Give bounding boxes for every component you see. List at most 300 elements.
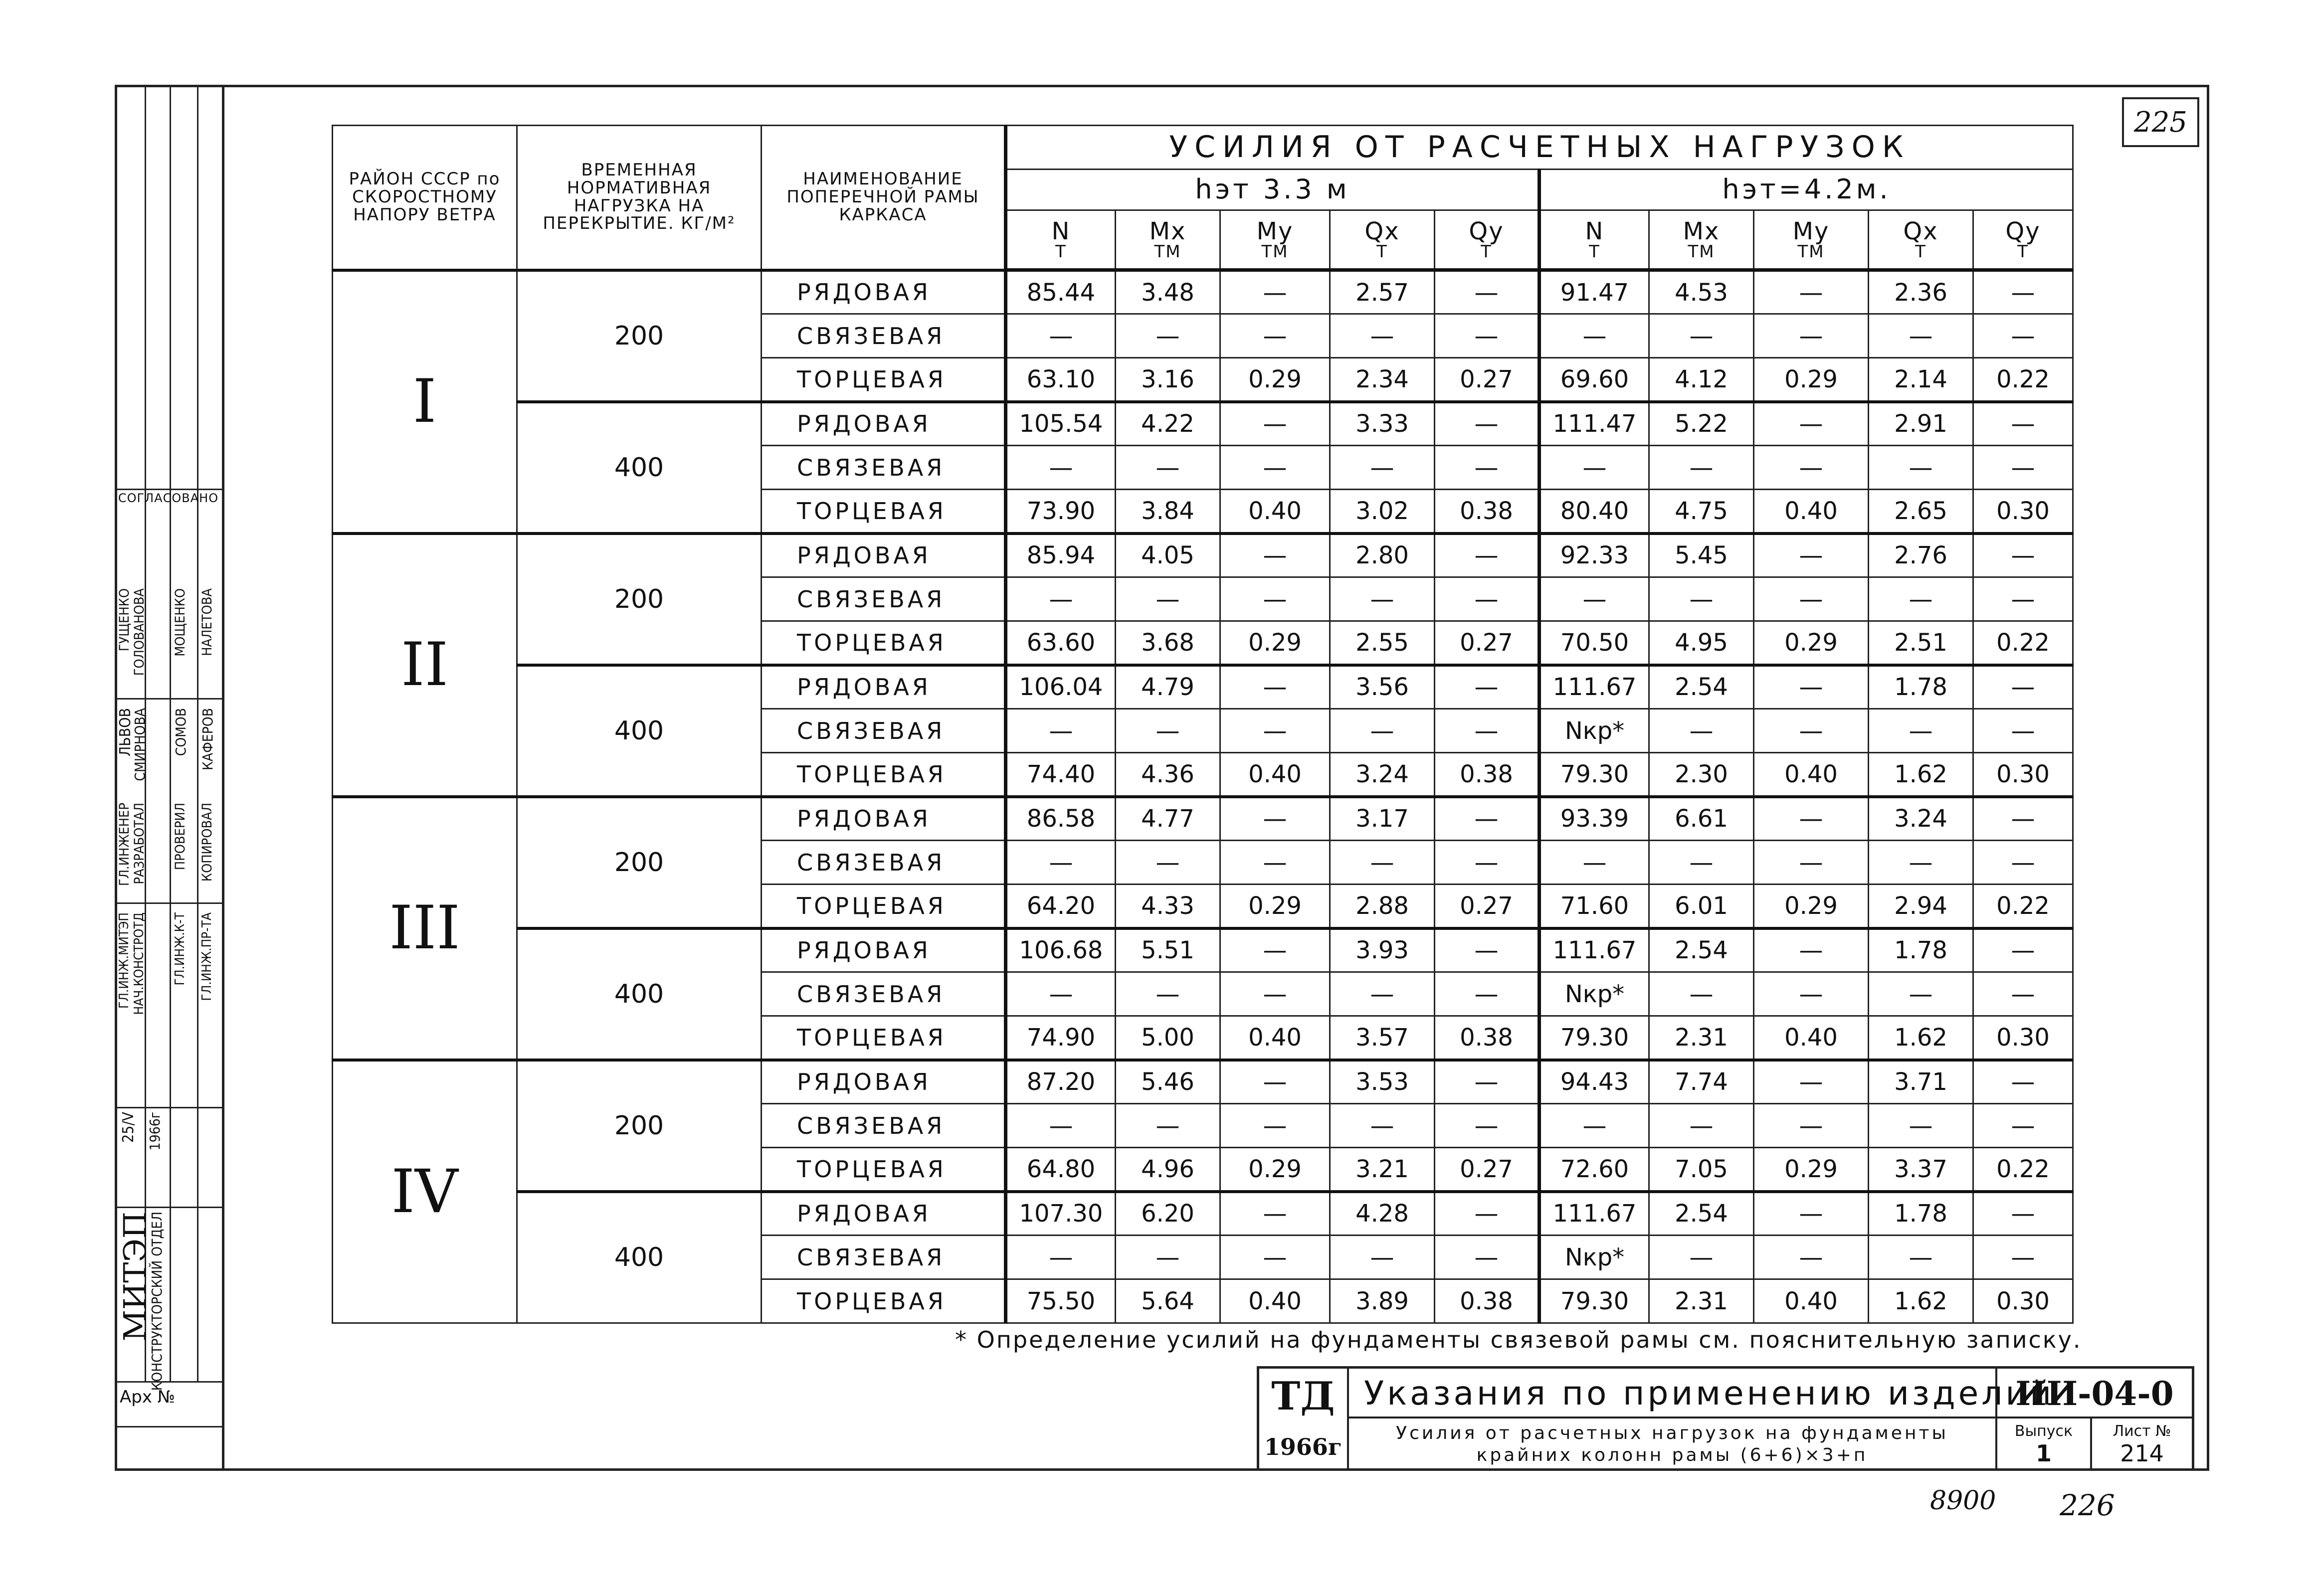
frame-cell: СВЯЗЕВАЯ <box>762 577 1006 621</box>
value-cell: — <box>1649 577 1754 621</box>
load-cell: 400 <box>517 1192 762 1323</box>
value-cell: 63.10 <box>1006 358 1116 402</box>
region-cell: III <box>333 797 517 1060</box>
value-cell: 0.40 <box>1754 1279 1869 1323</box>
value-cell: — <box>1869 972 1973 1016</box>
value-cell: Nкр* <box>1539 1236 1649 1279</box>
stamp-name: ГОЛОВАНОВА <box>132 588 147 676</box>
value-cell: 0.29 <box>1220 358 1330 402</box>
header-component <box>1435 210 1539 270</box>
value-cell: 5.51 <box>1116 928 1220 972</box>
component-label: My <box>1792 217 1830 245</box>
value-cell: — <box>1220 446 1330 490</box>
header-h1: hэт 3.3 м <box>1006 170 1539 210</box>
header-component <box>1649 210 1754 270</box>
value-cell: 4.28 <box>1330 1192 1435 1236</box>
value-cell: — <box>1435 928 1539 972</box>
value-cell: 3.57 <box>1330 1016 1435 1060</box>
value-cell: — <box>1649 1236 1754 1279</box>
component-label: N <box>1051 217 1071 245</box>
value-cell: 0.29 <box>1220 621 1330 665</box>
value-cell: 74.90 <box>1006 1016 1116 1060</box>
value-cell: — <box>1220 797 1330 841</box>
stamp-name: СМИРНОВА <box>132 708 148 781</box>
header-region: РАЙОН СССР по СКОРОСТНОМУ НАПОРУ ВЕТРА <box>333 126 517 270</box>
value-cell: 3.53 <box>1330 1060 1435 1104</box>
component-label: Qy <box>2005 217 2041 245</box>
stamp-date: 25/V <box>120 1112 137 1143</box>
handwritten-note: 8900 <box>1930 1486 1996 1516</box>
value-cell: — <box>1116 1236 1220 1279</box>
frame-cell: РЯДОВАЯ <box>762 1192 1006 1236</box>
value-cell: 2.54 <box>1649 665 1754 709</box>
value-cell: — <box>1754 797 1869 841</box>
title-text: Указания по применению изделий <box>1349 1369 1997 1419</box>
value-cell: — <box>1869 709 1973 753</box>
value-cell: 2.65 <box>1869 490 1973 533</box>
header-component <box>1754 210 1869 270</box>
value-cell: — <box>1220 709 1330 753</box>
handwritten-note: 226 <box>2060 1488 2115 1522</box>
value-cell: — <box>1754 446 1869 490</box>
value-cell: Nкр* <box>1539 972 1649 1016</box>
value-cell: 4.53 <box>1649 270 1754 314</box>
value-cell: 111.47 <box>1539 402 1649 446</box>
value-cell: — <box>1973 1192 2073 1236</box>
value-cell: 73.90 <box>1006 490 1116 533</box>
value-cell: 3.37 <box>1869 1148 1973 1192</box>
frame-cell: ТОРЦЕВАЯ <box>762 358 1006 402</box>
value-cell: 6.61 <box>1649 797 1754 841</box>
value-cell: 3.68 <box>1116 621 1220 665</box>
value-cell: — <box>1973 270 2073 314</box>
stamp-role: ГЛ.ИНЖ.МИТЭП <box>117 912 132 1009</box>
stamp-divider <box>115 1426 224 1427</box>
value-cell: — <box>1435 1192 1539 1236</box>
stamp-divider <box>115 489 224 490</box>
value-cell: — <box>1330 841 1435 885</box>
region-cell: I <box>333 270 517 533</box>
value-cell: 0.27 <box>1435 358 1539 402</box>
header-component <box>1973 210 2073 270</box>
value-cell: — <box>1973 972 2073 1016</box>
value-cell: 3.89 <box>1330 1279 1435 1323</box>
value-cell: 85.94 <box>1006 533 1116 577</box>
frame-cell: РЯДОВАЯ <box>762 1060 1006 1104</box>
stamp-role: НАЧ.КОНСТРОТД <box>132 912 147 1015</box>
stamp-divider <box>115 1381 224 1383</box>
header-frame: НАИМЕНОВАНИЕ ПОПЕРЕЧНОЙ РАМЫ КАРКАСА <box>762 126 1006 270</box>
table-row <box>333 928 2073 972</box>
value-cell: 2.91 <box>1869 402 1973 446</box>
frame-cell: РЯДОВАЯ <box>762 665 1006 709</box>
value-cell: 2.36 <box>1869 270 1973 314</box>
frame-cell: ТОРЦЕВАЯ <box>762 1016 1006 1060</box>
component-label: My <box>1256 217 1294 245</box>
issue-value: 1 <box>2035 1440 2052 1467</box>
stamp-name: НАЛЕТОВА <box>199 588 215 656</box>
value-cell: — <box>1435 665 1539 709</box>
table-row <box>333 1192 2073 1236</box>
value-cell: 3.33 <box>1330 402 1435 446</box>
value-cell: 94.43 <box>1539 1060 1649 1104</box>
value-cell: 4.96 <box>1116 1148 1220 1192</box>
value-cell: — <box>1539 577 1649 621</box>
frame-cell: ТОРЦЕВАЯ <box>762 1148 1006 1192</box>
stamp-role: ГЛ.ИНЖ.ПР-ТА <box>199 912 214 1001</box>
value-cell: — <box>1116 972 1220 1016</box>
value-cell: 1.78 <box>1869 665 1973 709</box>
value-cell: 0.29 <box>1754 885 1869 928</box>
value-cell: 106.04 <box>1006 665 1116 709</box>
header-component <box>1220 210 1330 270</box>
value-cell: 3.24 <box>1330 753 1435 797</box>
page-number: 225 <box>2122 97 2199 147</box>
value-cell: 3.16 <box>1116 358 1220 402</box>
value-cell: — <box>1435 446 1539 490</box>
value-cell: 64.80 <box>1006 1148 1116 1192</box>
sheet-value: 214 <box>2120 1440 2164 1467</box>
value-cell: — <box>1869 577 1973 621</box>
load-cell: 200 <box>517 1060 762 1192</box>
frame-cell: СВЯЗЕВАЯ <box>762 709 1006 753</box>
value-cell: — <box>1220 270 1330 314</box>
region-cell: IV <box>333 1060 517 1323</box>
component-label: Qx <box>1903 217 1938 245</box>
value-cell: 4.22 <box>1116 402 1220 446</box>
stamp-divider <box>170 85 171 1381</box>
value-cell: 3.02 <box>1330 490 1435 533</box>
stamp-name: КАФЕРОВ <box>199 708 216 771</box>
value-cell: 2.31 <box>1649 1016 1754 1060</box>
value-cell: — <box>1869 446 1973 490</box>
value-cell: 1.62 <box>1869 753 1973 797</box>
value-cell: — <box>1754 841 1869 885</box>
value-cell: 70.50 <box>1539 621 1649 665</box>
frame-cell: СВЯЗЕВАЯ <box>762 1236 1006 1279</box>
value-cell: — <box>1220 314 1330 358</box>
value-cell: 2.54 <box>1649 1192 1754 1236</box>
header-h2: hэт=4.2м. <box>1539 170 2073 210</box>
value-cell: 111.67 <box>1539 1192 1649 1236</box>
subtitle-line2: крайних колонн рамы (6+6)×3+п <box>1476 1445 1868 1465</box>
value-cell: — <box>1116 1104 1220 1148</box>
value-cell: — <box>1006 841 1116 885</box>
value-cell: 0.30 <box>1973 490 2073 533</box>
value-cell: — <box>1973 1060 2073 1104</box>
table-row <box>333 270 2073 314</box>
frame-cell: РЯДОВАЯ <box>762 402 1006 446</box>
value-cell: 2.30 <box>1649 753 1754 797</box>
value-cell: 0.29 <box>1220 1148 1330 1192</box>
frame-cell: РЯДОВАЯ <box>762 928 1006 972</box>
value-cell: 1.62 <box>1869 1279 1973 1323</box>
value-cell: — <box>1754 972 1869 1016</box>
value-cell: — <box>1330 314 1435 358</box>
value-cell: 4.77 <box>1116 797 1220 841</box>
component-unit: Т <box>1481 241 1492 262</box>
value-cell: — <box>1435 577 1539 621</box>
value-cell: — <box>1973 446 2073 490</box>
value-cell: — <box>1330 446 1435 490</box>
value-cell: 0.30 <box>1973 753 2073 797</box>
stamp-divider <box>115 698 224 700</box>
value-cell: 1.78 <box>1869 1192 1973 1236</box>
value-cell: 4.75 <box>1649 490 1754 533</box>
value-cell: — <box>1649 841 1754 885</box>
value-cell: 0.30 <box>1973 1016 2073 1060</box>
value-cell: 4.79 <box>1116 665 1220 709</box>
sheet-label: Лист № <box>2113 1422 2171 1440</box>
value-cell: — <box>1220 1104 1330 1148</box>
value-cell: — <box>1973 533 2073 577</box>
stamp-divider <box>115 1207 224 1208</box>
value-cell: — <box>1006 1104 1116 1148</box>
value-cell: 71.60 <box>1539 885 1649 928</box>
value-cell: 107.30 <box>1006 1192 1116 1236</box>
frame-cell: ТОРЦЕВАЯ <box>762 1279 1006 1323</box>
value-cell: 87.20 <box>1006 1060 1116 1104</box>
value-cell: — <box>1754 402 1869 446</box>
component-label: Mx <box>1149 217 1186 245</box>
value-cell: 2.76 <box>1869 533 1973 577</box>
td-label: ТД <box>1271 1374 1335 1419</box>
value-cell: 7.74 <box>1649 1060 1754 1104</box>
value-cell: 1.62 <box>1869 1016 1973 1060</box>
value-cell: 5.46 <box>1116 1060 1220 1104</box>
value-cell: — <box>1754 1236 1869 1279</box>
value-cell: 0.38 <box>1435 1279 1539 1323</box>
component-label: Qx <box>1364 217 1400 245</box>
value-cell: — <box>1220 665 1330 709</box>
frame-cell: СВЯЗЕВАЯ <box>762 972 1006 1016</box>
stamp-role: ГЛ.ИНЖ.К-Т <box>173 912 188 986</box>
value-cell: — <box>1435 841 1539 885</box>
forces-table <box>332 125 2074 1324</box>
component-label: N <box>1585 217 1604 245</box>
value-cell: — <box>1435 533 1539 577</box>
value-cell: — <box>1116 446 1220 490</box>
component-unit: Т <box>2017 241 2029 262</box>
value-cell: 7.05 <box>1649 1148 1754 1192</box>
stamp-role: КОПИРОВАЛ <box>199 803 215 882</box>
value-cell: 79.30 <box>1539 753 1649 797</box>
value-cell: 5.22 <box>1649 402 1754 446</box>
value-cell: 0.22 <box>1973 1148 2073 1192</box>
value-cell: 3.84 <box>1116 490 1220 533</box>
frame-cell: ТОРЦЕВАЯ <box>762 621 1006 665</box>
load-cell: 200 <box>517 533 762 665</box>
value-cell: 79.30 <box>1539 1016 1649 1060</box>
value-cell: 0.40 <box>1220 490 1330 533</box>
header-component <box>1006 210 1116 270</box>
value-cell: 2.88 <box>1330 885 1435 928</box>
value-cell: 0.40 <box>1220 1279 1330 1323</box>
header-forces: УСИЛИЯ ОТ РАСЧЕТНЫХ НАГРУЗОК <box>1006 126 2073 170</box>
value-cell: 2.31 <box>1649 1279 1754 1323</box>
value-cell: 4.05 <box>1116 533 1220 577</box>
value-cell: — <box>1220 972 1330 1016</box>
component-unit: Т <box>1055 241 1067 262</box>
value-cell: — <box>1754 1104 1869 1148</box>
value-cell: — <box>1973 928 2073 972</box>
issue-label: Выпуск <box>2014 1422 2073 1440</box>
frame-cell: ТОРЦЕВАЯ <box>762 490 1006 533</box>
value-cell: 4.95 <box>1649 621 1754 665</box>
value-cell: — <box>1006 314 1116 358</box>
region-cell: II <box>333 533 517 797</box>
value-cell: 0.40 <box>1754 753 1869 797</box>
value-cell: 4.33 <box>1116 885 1220 928</box>
value-cell: — <box>1220 1060 1330 1104</box>
value-cell: 106.68 <box>1006 928 1116 972</box>
value-cell: — <box>1754 709 1869 753</box>
value-cell: — <box>1973 577 2073 621</box>
value-cell: — <box>1220 533 1330 577</box>
value-cell: 3.21 <box>1330 1148 1435 1192</box>
component-label: Qy <box>1469 217 1504 245</box>
value-cell: — <box>1973 1236 2073 1279</box>
value-cell: 0.29 <box>1754 1148 1869 1192</box>
value-cell: 0.40 <box>1220 1016 1330 1060</box>
value-cell: — <box>1649 1104 1754 1148</box>
archive-label: Арх № <box>120 1387 176 1407</box>
value-cell: — <box>1116 841 1220 885</box>
value-cell: 0.29 <box>1754 358 1869 402</box>
value-cell: Nкр* <box>1539 709 1649 753</box>
value-cell: — <box>1435 270 1539 314</box>
value-cell: — <box>1220 1192 1330 1236</box>
value-cell: — <box>1435 1236 1539 1279</box>
frame-cell: СВЯЗЕВАЯ <box>762 841 1006 885</box>
value-cell: — <box>1330 1236 1435 1279</box>
value-cell: 5.45 <box>1649 533 1754 577</box>
value-cell: — <box>1435 314 1539 358</box>
frame-cell: СВЯЗЕВАЯ <box>762 314 1006 358</box>
value-cell: 2.51 <box>1869 621 1973 665</box>
value-cell: 5.64 <box>1116 1279 1220 1323</box>
value-cell: 72.60 <box>1539 1148 1649 1192</box>
value-cell: 91.47 <box>1539 270 1649 314</box>
value-cell: 92.33 <box>1539 533 1649 577</box>
value-cell: 2.80 <box>1330 533 1435 577</box>
stamp-name: СОМОВ <box>173 708 189 756</box>
value-cell: 79.30 <box>1539 1279 1649 1323</box>
header-load: ВРЕМЕННАЯ НОРМАТИВНАЯ НАГРУЗКА НА ПЕРЕКРЫТИЕ. КГ/М² <box>517 126 762 270</box>
load-cell: 200 <box>517 797 762 928</box>
value-cell: — <box>1754 1060 1869 1104</box>
value-cell: — <box>1754 1192 1869 1236</box>
load-cell: 400 <box>517 928 762 1060</box>
frame-cell: ТОРЦЕВАЯ <box>762 885 1006 928</box>
value-cell: 0.27 <box>1435 1148 1539 1192</box>
component-unit: Т <box>1376 241 1388 262</box>
header-component <box>1869 210 1973 270</box>
value-cell: 85.44 <box>1006 270 1116 314</box>
value-cell: — <box>1006 446 1116 490</box>
value-cell: 111.67 <box>1539 665 1649 709</box>
value-cell: 5.00 <box>1116 1016 1220 1060</box>
load-cell: 400 <box>517 402 762 533</box>
table-row <box>333 665 2073 709</box>
stamp-divider <box>115 902 224 904</box>
value-cell: 2.14 <box>1869 358 1973 402</box>
value-cell: 0.29 <box>1754 621 1869 665</box>
value-cell: 0.27 <box>1435 621 1539 665</box>
value-cell: 0.38 <box>1435 753 1539 797</box>
value-cell: — <box>1220 841 1330 885</box>
value-cell: 3.93 <box>1330 928 1435 972</box>
value-cell: — <box>1435 797 1539 841</box>
value-cell: — <box>1869 1104 1973 1148</box>
value-cell: — <box>1330 1104 1435 1148</box>
subtitle-line1: Усилия от расчетных нагрузок на фундаменты <box>1396 1423 1948 1443</box>
value-cell: 0.22 <box>1973 621 2073 665</box>
value-cell: — <box>1869 314 1973 358</box>
value-cell: 2.34 <box>1330 358 1435 402</box>
value-cell: — <box>1754 665 1869 709</box>
component-unit: ТМ <box>1797 241 1825 262</box>
value-cell: — <box>1116 577 1220 621</box>
value-cell: 69.60 <box>1539 358 1649 402</box>
value-cell: 3.71 <box>1869 1060 1973 1104</box>
value-cell: — <box>1006 1236 1116 1279</box>
value-cell: 111.67 <box>1539 928 1649 972</box>
frame-cell: ТОРЦЕВАЯ <box>762 753 1006 797</box>
frame-cell: РЯДОВАЯ <box>762 533 1006 577</box>
value-cell: 86.58 <box>1006 797 1116 841</box>
value-cell: 2.54 <box>1649 928 1754 972</box>
value-cell: — <box>1754 533 1869 577</box>
value-cell: — <box>1116 314 1220 358</box>
value-cell: 105.54 <box>1006 402 1116 446</box>
value-cell: — <box>1869 841 1973 885</box>
value-cell: — <box>1220 928 1330 972</box>
value-cell: 4.36 <box>1116 753 1220 797</box>
table-row <box>333 797 2073 841</box>
value-cell: 0.30 <box>1973 1279 2073 1323</box>
frame-cell: СВЯЗЕВАЯ <box>762 446 1006 490</box>
year-label: 1966г <box>1264 1433 1343 1460</box>
value-cell: 2.57 <box>1330 270 1435 314</box>
value-cell: — <box>1435 709 1539 753</box>
doc-code: ИИ-04-0 <box>1997 1369 2192 1419</box>
value-cell: — <box>1649 446 1754 490</box>
value-cell: 74.40 <box>1006 753 1116 797</box>
value-cell: — <box>1435 1104 1539 1148</box>
value-cell: — <box>1539 314 1649 358</box>
value-cell: 3.56 <box>1330 665 1435 709</box>
value-cell: 80.40 <box>1539 490 1649 533</box>
value-cell: 0.29 <box>1220 885 1330 928</box>
stamp-date: 1966г <box>147 1112 163 1151</box>
value-cell: 2.55 <box>1330 621 1435 665</box>
component-unit: ТМ <box>1688 241 1715 262</box>
stamp-divider <box>115 1107 224 1108</box>
value-cell: — <box>1006 709 1116 753</box>
load-cell: 400 <box>517 665 762 797</box>
value-cell: 0.22 <box>1973 358 2073 402</box>
value-cell: — <box>1973 1104 2073 1148</box>
value-cell: — <box>1006 972 1116 1016</box>
value-cell: 6.20 <box>1116 1192 1220 1236</box>
value-cell: 93.39 <box>1539 797 1649 841</box>
footnote: * Определение усилий на фундаменты связевой рамы см. пояснительную записку. <box>955 1326 2082 1353</box>
value-cell: — <box>1435 972 1539 1016</box>
value-cell: — <box>1330 577 1435 621</box>
stamp-role: РАЗРАБОТАЛ <box>132 803 147 885</box>
component-unit: ТМ <box>1261 241 1289 262</box>
